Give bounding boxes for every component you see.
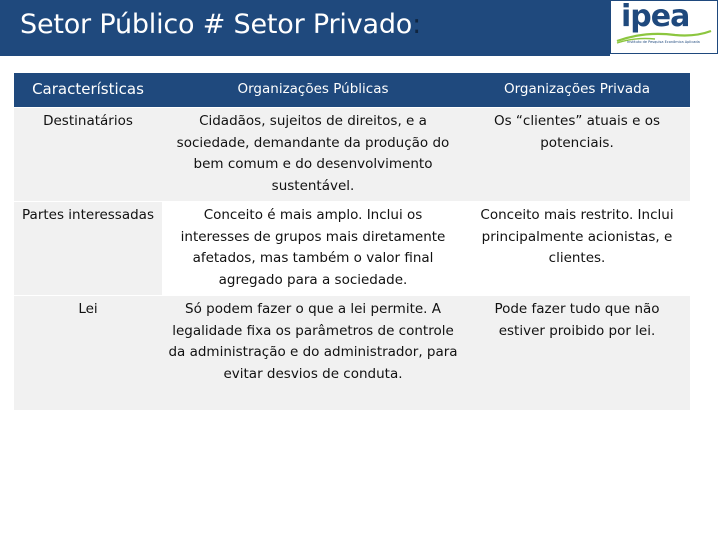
row-public-cell: Só podem fazer o que a lei permite. A legalidade fixa os parâmetros de controle da administração e do administrador, para evitar desvios de conduta. xyxy=(162,296,464,411)
row-private-cell: Os “clientes” atuais e os potenciais. xyxy=(464,108,690,202)
table-row xyxy=(14,202,690,296)
table-row xyxy=(14,108,690,202)
slide-title xyxy=(20,8,421,42)
table-row xyxy=(14,296,690,411)
table-header-row xyxy=(14,73,690,108)
comparison-table xyxy=(14,72,690,411)
slide-title-colon: : xyxy=(412,9,421,40)
row-private-cell: Pode fazer tudo que não estiver proibido por lei. xyxy=(464,296,690,411)
header-organizacoes-publicas: Organizações Públicas xyxy=(162,73,464,108)
row-feature-partes-interessadas: Partes interessadas xyxy=(14,202,162,296)
header-organizacoes-privada: Organizações Privada xyxy=(464,73,690,108)
slide-title-text: Setor Público # Setor Privado xyxy=(20,9,413,40)
row-feature-lei: Lei xyxy=(14,296,162,411)
ipea-logo xyxy=(610,0,718,54)
row-feature-destinatarios: Destinatários xyxy=(14,108,162,202)
slide-header xyxy=(0,0,610,56)
row-public-cell: Conceito é mais amplo. Inclui os interesses de grupos mais diretamente afetados, mas também o valor final agregado para a sociedade. xyxy=(162,202,464,296)
logo-word-text: ipea xyxy=(621,0,690,34)
header-caracteristicas: Características xyxy=(14,73,162,108)
logo-tagline: Instituto de Pesquisa Econômica Aplicada xyxy=(627,40,700,44)
row-public-cell: Cidadãos, sujeitos de direitos, e a sociedade, demandante da produção do bem comum e do desenvolvimento sustentável. xyxy=(162,108,464,202)
row-private-cell: Conceito mais restrito. Inclui principalmente acionistas, e clientes. xyxy=(464,202,690,296)
